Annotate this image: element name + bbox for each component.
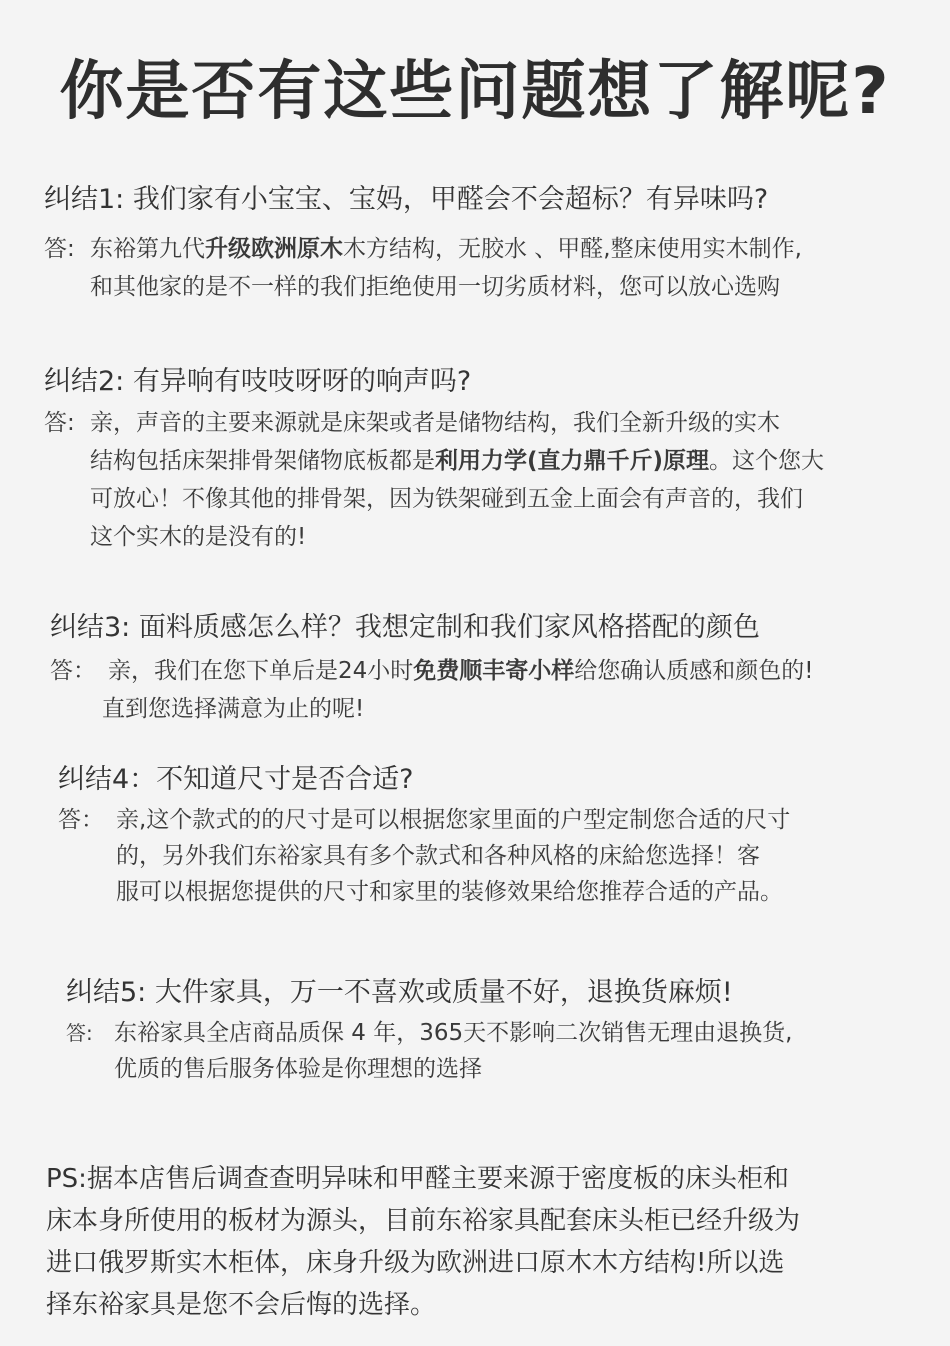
faq-question-3: 纠结3: 面料质感怎么样？我想定制和我们家风格搭配的颜色 (50, 612, 760, 643)
faq-answer-5 (66, 1015, 792, 1087)
ps-line: 择东裕家具是您不会后悔的选择。 (46, 1290, 437, 1320)
answer-text: 木方结构，无胶水 、甲醛,整床使用实木制作, (343, 236, 802, 262)
faq-item-3 (50, 610, 814, 728)
answer-text: 。这个您大 (709, 448, 825, 474)
answer-text: 亲，声音的主要来源就是床架或者是储物结构，我们全新升级的实木 (90, 410, 780, 436)
ps-line: 床本身所使用的板材为源头，目前东裕家具配套床头柜已经升级为 (46, 1206, 801, 1236)
answer-text: 直到您选择满意为止的呢! (102, 696, 365, 722)
faq-question-4: 纠结4：不知道尺寸是否合适? (58, 764, 414, 795)
faq-answer-2 (44, 404, 824, 556)
answer-highlight: 升级欧洲原木 (205, 236, 343, 262)
answer-text: 结构包括床架排骨架储物底板都是 (90, 448, 435, 474)
faq-item-1 (44, 182, 802, 306)
answer-text: 服可以根据您提供的尺寸和家里的装修效果给您推荐合适的产品。 (116, 879, 783, 905)
ps-line: PS:据本店售后调查查明异味和甲醛主要来源于密度板的床头柜和 (46, 1164, 789, 1194)
answer-text: 的，另外我们东裕家具有多个款式和各种风格的床給您选择！客 (116, 843, 760, 869)
answer-label: 答： (50, 658, 96, 684)
answer-text: 和其他家的是不一样的我们拒绝使用一切劣质材料，您可以放心选购 (90, 274, 780, 300)
answer-text: 这个实木的是没有的! (90, 524, 307, 550)
answer-text: 东裕家具全店商品质保 4 年，365天不影响二次销售无理由退换货, (114, 1020, 793, 1046)
faq-question-1: 纠结1: 我们家有小宝宝、宝妈，甲醛会不会超标？有异味吗? (44, 184, 769, 215)
faq-item-5 (66, 975, 792, 1087)
faq-answer-3 (50, 652, 814, 728)
answer-label: 答: (44, 410, 75, 436)
answer-text: 亲，我们在您下单后是24小时 (108, 658, 414, 684)
faq-item-2 (44, 364, 824, 556)
answer-label: 答: (44, 236, 75, 262)
faq-question-2: 纠结2: 有异响有吱吱呀呀的响声吗? (44, 366, 472, 397)
faq-item-4 (58, 762, 790, 910)
answer-text: 东裕第九代 (90, 236, 205, 262)
answer-text: 可放心！不像其他的排骨架，因为铁架碰到五金上面会有声音的，我们 (90, 486, 803, 512)
answer-highlight: 免费顺丰寄小样 (413, 658, 575, 684)
answer-text: 给您确认质感和颜色的! (574, 658, 814, 684)
page-title: 你是否有这些问题想了解呢? (59, 55, 891, 129)
answer-text: 亲,这个款式的的尺寸是可以根据您家里面的户型定制您合适的尺寸 (116, 807, 791, 833)
faq-answer-1 (44, 230, 802, 306)
answer-label: 答： (58, 807, 104, 833)
ps-line: 进口俄罗斯实木柜体，床身升级为欧洲进口原木木方结构!所以选 (46, 1248, 785, 1278)
ps-note (46, 1158, 800, 1326)
faq-answer-4 (58, 802, 790, 910)
answer-text: 优质的售后服务体验是你理想的选择 (114, 1056, 482, 1082)
faq-question-5: 纠结5: 大件家具，万一不喜欢或质量不好，退换货麻烦! (66, 977, 733, 1008)
answer-highlight: 利用力学(直力鼎千斤)原理 (435, 448, 710, 474)
answer-label: 答: (66, 1021, 93, 1045)
